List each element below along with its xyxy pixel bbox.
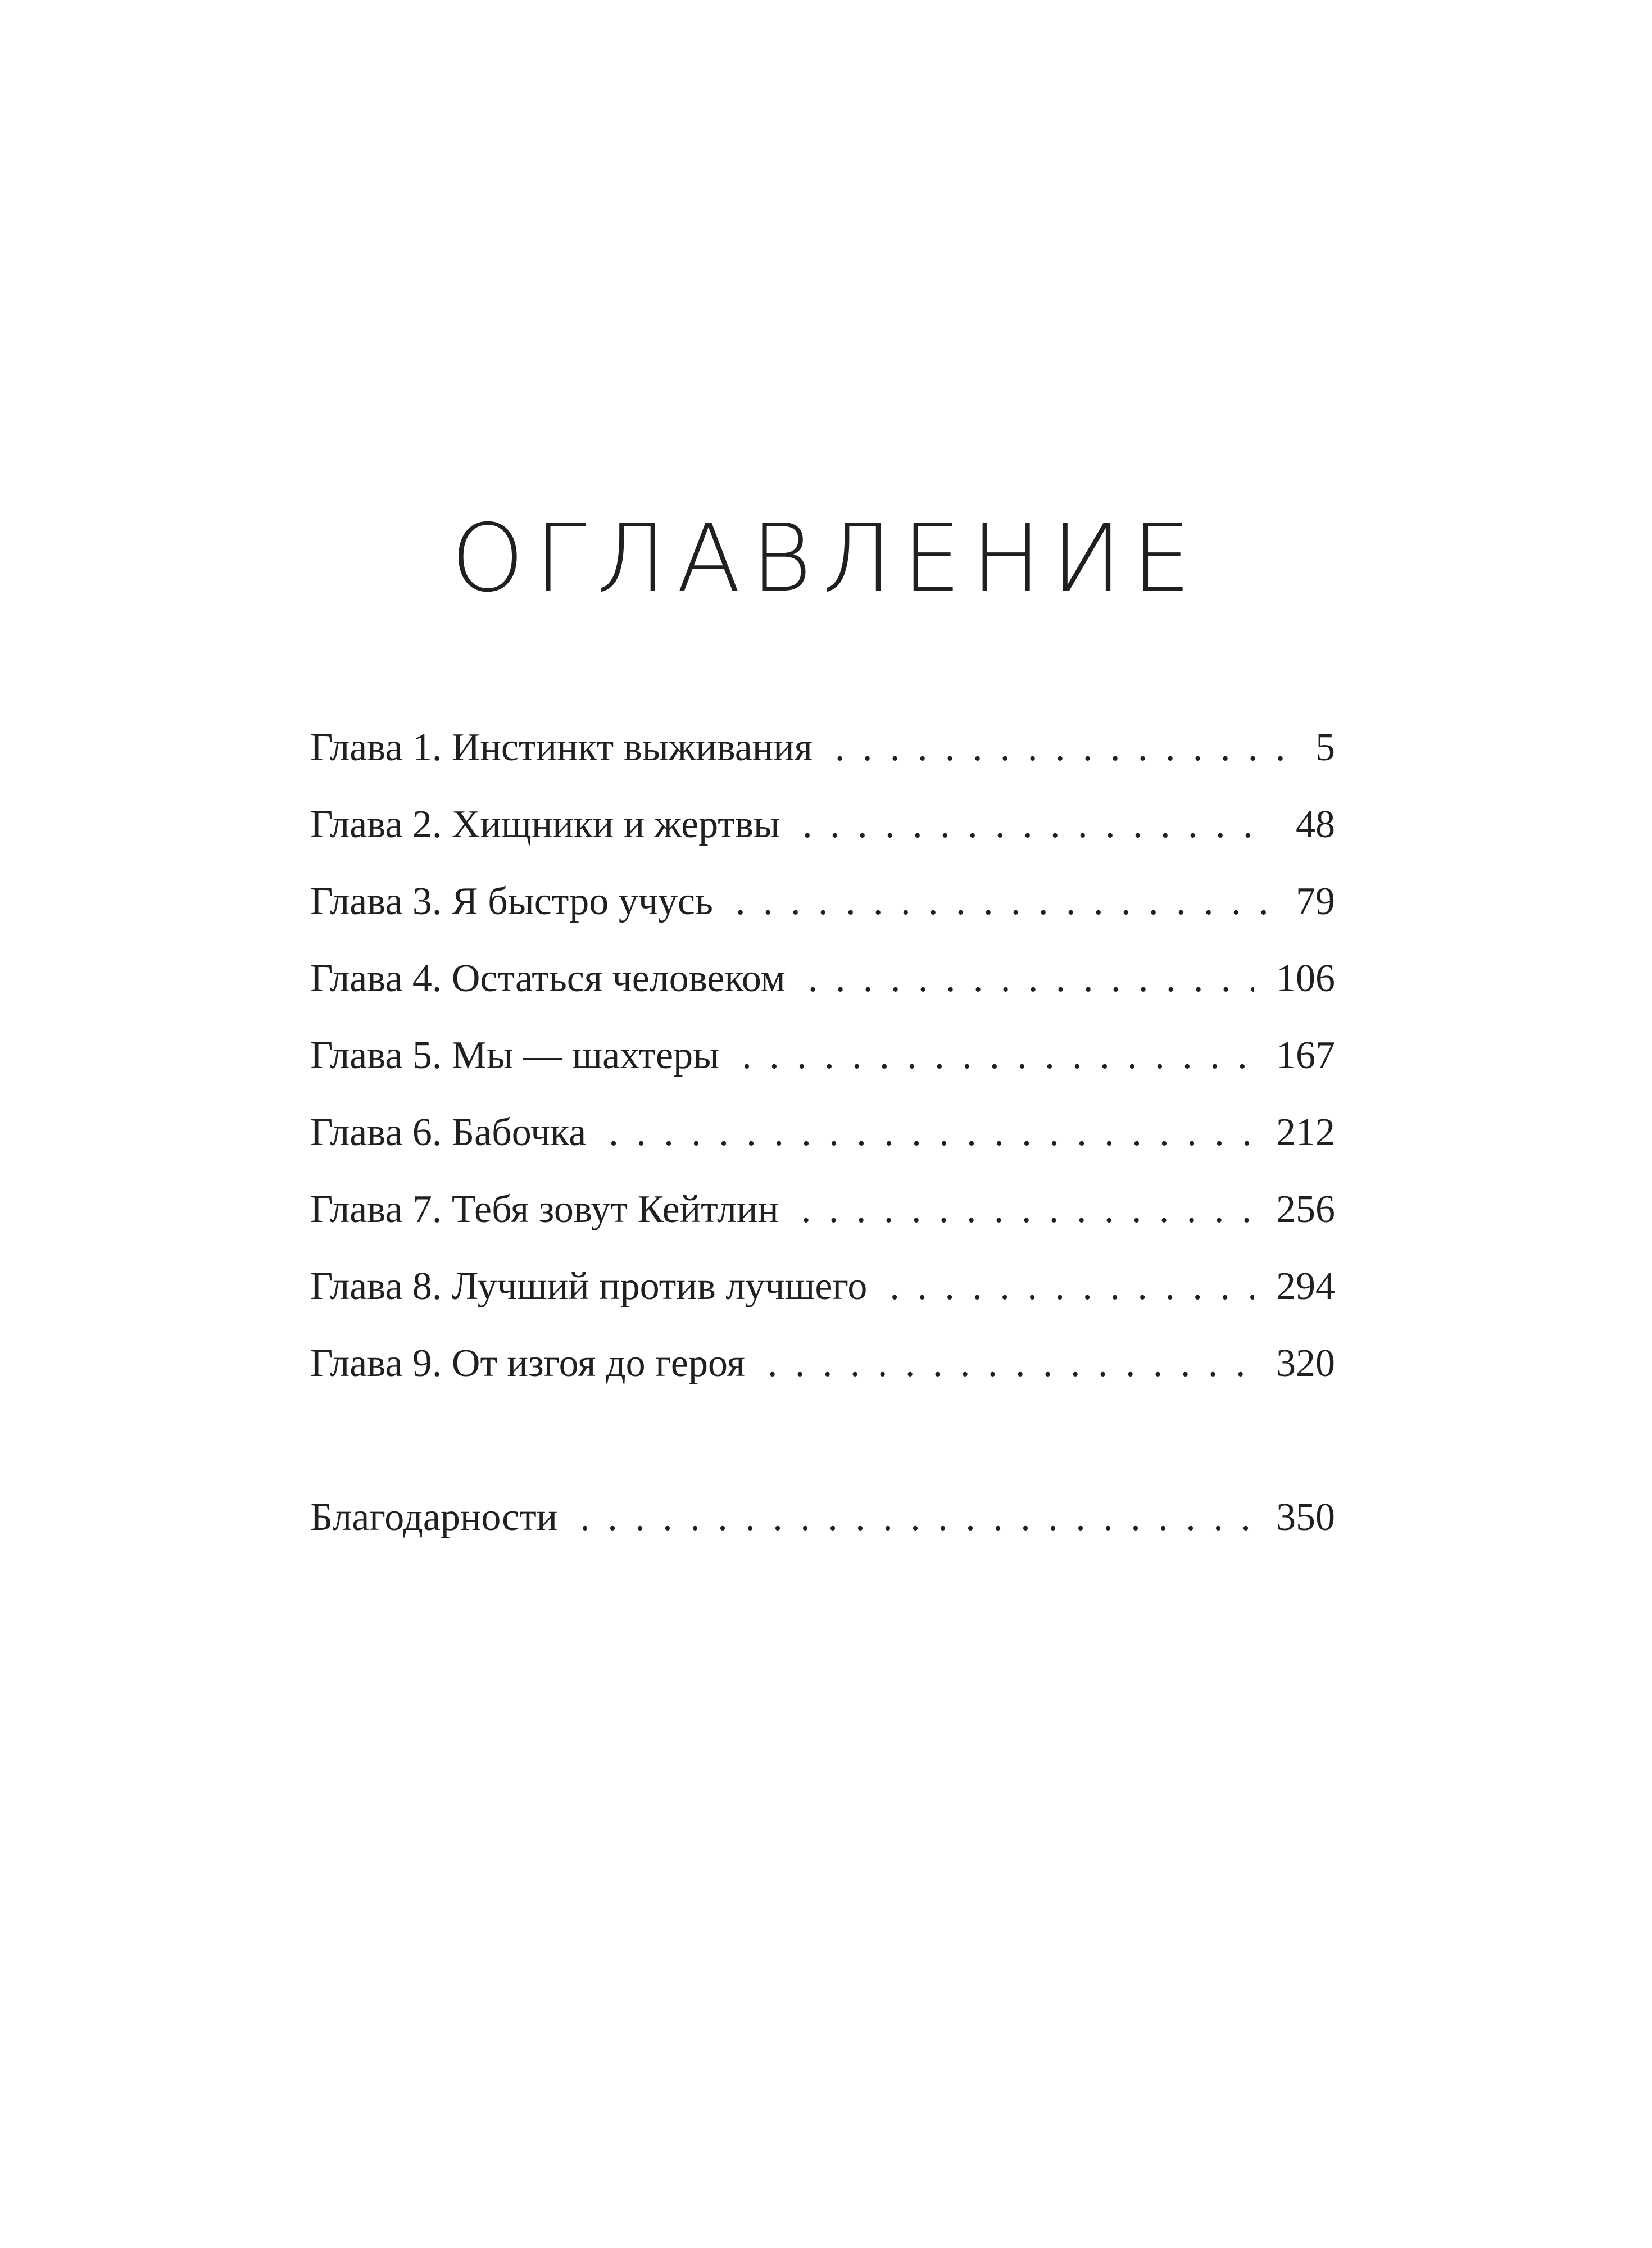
toc-entry-page: 79	[1296, 880, 1335, 923]
toc-entry-label: Глава 2. Хищники и жертвы	[310, 803, 780, 846]
toc-entry-label: Глава 6. Бабочка	[310, 1111, 587, 1154]
toc-entry-label: Глава 3. Я быстро учусь	[310, 880, 713, 923]
toc-entry-chapter-1	[310, 709, 1335, 786]
dot-leader	[768, 1325, 1254, 1402]
toc-entry-chapter-3	[310, 863, 1335, 940]
toc-entry-label: Глава 5. Мы — шахтеры	[310, 1034, 720, 1077]
toc-entry-label: Глава 9. От изгоя до героя	[310, 1342, 745, 1385]
toc-entry-chapter-4	[310, 940, 1335, 1017]
toc-entry-page: 294	[1276, 1265, 1335, 1308]
toc-entry-page: 256	[1276, 1188, 1335, 1231]
toc-entry-page: 48	[1296, 803, 1335, 846]
toc-entry-chapter-5	[310, 1017, 1335, 1094]
toc-entry-page: 212	[1276, 1111, 1335, 1154]
toc-entry-chapter-2	[310, 786, 1335, 863]
toc-entry-page: 106	[1276, 957, 1335, 1000]
toc-entry-label: Глава 1. Инстинкт выживания	[310, 726, 813, 769]
toc-entry-label: Благодарности	[310, 1496, 558, 1539]
toc-entry-chapter-8	[310, 1248, 1335, 1325]
toc-entry-label: Глава 4. Остаться человеком	[310, 957, 786, 1000]
toc-entry-chapter-9	[310, 1325, 1335, 1402]
dot-leader	[889, 1248, 1254, 1325]
toc-entry-page: 320	[1276, 1342, 1335, 1385]
toc-entry-chapter-7	[310, 1171, 1335, 1248]
toc-entry-label: Глава 7. Тебя зовут Кейтлин	[310, 1188, 779, 1231]
dot-leader	[580, 1479, 1254, 1556]
dot-leader	[742, 1017, 1254, 1094]
page-title: ОГЛАВЛЕНИЕ	[451, 505, 1201, 613]
dot-leader	[808, 940, 1254, 1017]
dot-leader	[736, 863, 1273, 940]
table-of-contents	[310, 709, 1335, 1556]
toc-entry-acknowledgements	[310, 1479, 1335, 1556]
toc-entry-page: 5	[1315, 726, 1335, 769]
dot-leader	[609, 1094, 1254, 1171]
toc-entry-page: 167	[1276, 1034, 1335, 1077]
dot-leader	[801, 1171, 1254, 1248]
dot-leader	[835, 709, 1293, 786]
toc-entry-label: Глава 8. Лучший против лучшего	[310, 1265, 868, 1308]
toc-entry-chapter-6	[310, 1094, 1335, 1171]
dot-leader	[802, 786, 1273, 863]
toc-entry-page: 350	[1276, 1496, 1335, 1539]
